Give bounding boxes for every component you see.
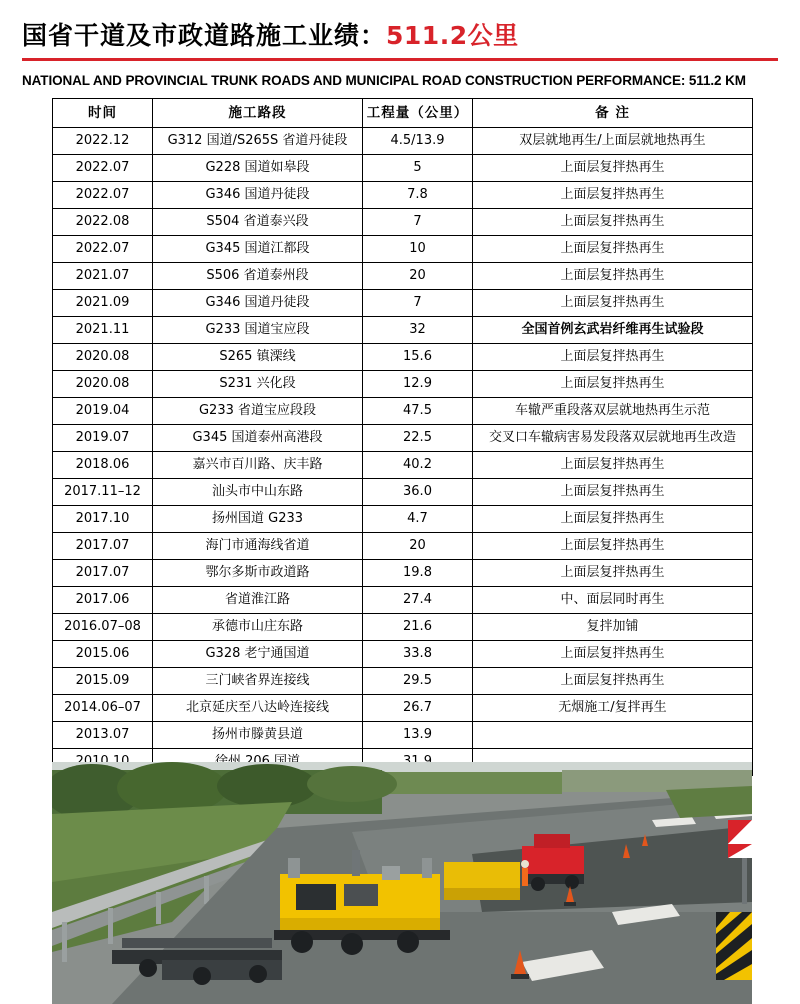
cell-section: G312 国道/S265S 省道丹徒段 bbox=[153, 128, 363, 155]
cell-note: 无烟施工/复拌再生 bbox=[473, 695, 753, 722]
cell-time: 2022.07 bbox=[53, 155, 153, 182]
table-header-row bbox=[53, 99, 753, 128]
cell-section: S506 省道泰州段 bbox=[153, 263, 363, 290]
cell-time: 2022.07 bbox=[53, 236, 153, 263]
table-row bbox=[53, 344, 753, 371]
cell-time: 2021.11 bbox=[53, 317, 153, 344]
document-header bbox=[0, 0, 800, 88]
table-row bbox=[53, 614, 753, 641]
cell-quantity: 32 bbox=[363, 317, 473, 344]
performance-table bbox=[52, 98, 753, 776]
cell-quantity: 7 bbox=[363, 209, 473, 236]
cell-quantity: 40.2 bbox=[363, 452, 473, 479]
cell-note: 上面层复拌热再生 bbox=[473, 236, 753, 263]
cell-section: S265 镇溧线 bbox=[153, 344, 363, 371]
performance-table-wrapper bbox=[52, 98, 752, 776]
cell-section: G345 国道泰州高港段 bbox=[153, 425, 363, 452]
table-row bbox=[53, 317, 753, 344]
cell-quantity: 20 bbox=[363, 533, 473, 560]
cell-time: 2019.04 bbox=[53, 398, 153, 425]
cell-quantity: 29.5 bbox=[363, 668, 473, 695]
cell-quantity: 19.8 bbox=[363, 560, 473, 587]
cell-section: S231 兴化段 bbox=[153, 371, 363, 398]
cell-time: 2019.07 bbox=[53, 425, 153, 452]
cell-time: 2017.10 bbox=[53, 506, 153, 533]
cell-note: 上面层复拌热再生 bbox=[473, 371, 753, 398]
cell-section: G328 老宁通国道 bbox=[153, 641, 363, 668]
cell-time: 2020.08 bbox=[53, 344, 153, 371]
cell-note: 车辙严重段落双层就地热再生示范 bbox=[473, 398, 753, 425]
cell-quantity: 21.6 bbox=[363, 614, 473, 641]
cell-time: 2017.07 bbox=[53, 560, 153, 587]
table-header bbox=[53, 99, 753, 128]
table-row bbox=[53, 425, 753, 452]
cell-section: 北京延庆至八达岭连接线 bbox=[153, 695, 363, 722]
table-row bbox=[53, 182, 753, 209]
cell-time: 2013.07 bbox=[53, 722, 153, 749]
cell-time: 2022.08 bbox=[53, 209, 153, 236]
table-body bbox=[53, 128, 753, 776]
cell-section: 扬州市滕黄县道 bbox=[153, 722, 363, 749]
cell-note: 上面层复拌热再生 bbox=[473, 209, 753, 236]
cell-note: 全国首例玄武岩纤维再生试验段 bbox=[473, 317, 753, 344]
title-row bbox=[22, 16, 780, 52]
page-title-number: 511.2公里 bbox=[386, 21, 519, 50]
table-row bbox=[53, 641, 753, 668]
cell-section: 承德市山庄东路 bbox=[153, 614, 363, 641]
cell-quantity: 22.5 bbox=[363, 425, 473, 452]
cell-time: 2014.06–07 bbox=[53, 695, 153, 722]
cell-quantity: 27.4 bbox=[363, 587, 473, 614]
cell-section: G346 国道丹徒段 bbox=[153, 290, 363, 317]
table-row bbox=[53, 209, 753, 236]
cell-note: 上面层复拌热再生 bbox=[473, 344, 753, 371]
cell-note: 上面层复拌热再生 bbox=[473, 560, 753, 587]
cell-note: 上面层复拌热再生 bbox=[473, 452, 753, 479]
cell-quantity: 4.7 bbox=[363, 506, 473, 533]
table-row bbox=[53, 398, 753, 425]
cell-note: 复拌加铺 bbox=[473, 614, 753, 641]
cell-note: 上面层复拌热再生 bbox=[473, 641, 753, 668]
cell-section: G345 国道江都段 bbox=[153, 236, 363, 263]
cell-note: 上面层复拌热再生 bbox=[473, 290, 753, 317]
cell-section: 三门峡省界连接线 bbox=[153, 668, 363, 695]
cell-time: 2020.08 bbox=[53, 371, 153, 398]
cell-section: 汕头市中山东路 bbox=[153, 479, 363, 506]
table-row bbox=[53, 371, 753, 398]
cell-section: 嘉兴市百川路、庆丰路 bbox=[153, 452, 363, 479]
cell-quantity: 26.7 bbox=[363, 695, 473, 722]
cell-quantity: 47.5 bbox=[363, 398, 473, 425]
cell-note: 上面层复拌热再生 bbox=[473, 506, 753, 533]
column-header-section: 施工路段 bbox=[153, 99, 363, 128]
cell-section: G228 国道如皋段 bbox=[153, 155, 363, 182]
table-row bbox=[53, 452, 753, 479]
table-row bbox=[53, 128, 753, 155]
table-row bbox=[53, 695, 753, 722]
column-header-note: 备 注 bbox=[473, 99, 753, 128]
table-row bbox=[53, 560, 753, 587]
cell-note: 上面层复拌热再生 bbox=[473, 668, 753, 695]
construction-photo-illustration bbox=[52, 762, 752, 1004]
cell-note: 上面层复拌热再生 bbox=[473, 479, 753, 506]
cell-section: G233 国道宝应段 bbox=[153, 317, 363, 344]
cell-section: S504 省道泰兴段 bbox=[153, 209, 363, 236]
column-header-quantity: 工程量（公里） bbox=[363, 99, 473, 128]
cell-note: 上面层复拌热再生 bbox=[473, 182, 753, 209]
cell-section: G233 省道宝应段段 bbox=[153, 398, 363, 425]
column-header-time: 时间 bbox=[53, 99, 153, 128]
table-row bbox=[53, 506, 753, 533]
cell-quantity: 33.8 bbox=[363, 641, 473, 668]
table-row bbox=[53, 263, 753, 290]
page-title-cn: 国省干道及市政道路施工业绩： bbox=[22, 21, 387, 50]
cell-time: 2017.06 bbox=[53, 587, 153, 614]
cell-note: 双层就地再生/上面层就地热再生 bbox=[473, 128, 753, 155]
table-row bbox=[53, 533, 753, 560]
cell-quantity: 20 bbox=[363, 263, 473, 290]
cell-time: 2016.07–08 bbox=[53, 614, 153, 641]
cell-note: 上面层复拌热再生 bbox=[473, 155, 753, 182]
cell-quantity: 4.5/13.9 bbox=[363, 128, 473, 155]
cell-note: 中、面层同时再生 bbox=[473, 587, 753, 614]
cell-time: 2021.09 bbox=[53, 290, 153, 317]
cell-time: 2017.07 bbox=[53, 533, 153, 560]
cell-quantity: 10 bbox=[363, 236, 473, 263]
cell-section: 海门市通海线省道 bbox=[153, 533, 363, 560]
cell-note bbox=[473, 722, 753, 749]
cell-quantity: 12.9 bbox=[363, 371, 473, 398]
cell-section: 省道淮江路 bbox=[153, 587, 363, 614]
cell-note: 上面层复拌热再生 bbox=[473, 533, 753, 560]
cell-quantity: 7.8 bbox=[363, 182, 473, 209]
cell-quantity: 36.0 bbox=[363, 479, 473, 506]
table-row bbox=[53, 722, 753, 749]
title-divider bbox=[22, 58, 778, 61]
cell-quantity: 15.6 bbox=[363, 344, 473, 371]
construction-photo bbox=[52, 762, 752, 1004]
cell-section: 扬州国道 G233 bbox=[153, 506, 363, 533]
cell-time: 2018.06 bbox=[53, 452, 153, 479]
cell-time: 2022.12 bbox=[53, 128, 153, 155]
table-row bbox=[53, 587, 753, 614]
table-row bbox=[53, 290, 753, 317]
table-row bbox=[53, 236, 753, 263]
cell-quantity: 13.9 bbox=[363, 722, 473, 749]
page-title-en: NATIONAL AND PROVINCIAL TRUNK ROADS AND MUNICIPAL ROAD CONSTRUCTION PERFORMANCE: 511.2 KM bbox=[22, 73, 746, 88]
cell-quantity: 7 bbox=[363, 290, 473, 317]
cell-time: 2021.07 bbox=[53, 263, 153, 290]
cell-quantity: 5 bbox=[363, 155, 473, 182]
cell-note: 上面层复拌热再生 bbox=[473, 263, 753, 290]
cell-section: 鄂尔多斯市政道路 bbox=[153, 560, 363, 587]
cell-section: G346 国道丹徒段 bbox=[153, 182, 363, 209]
table-row bbox=[53, 479, 753, 506]
cell-time: 2017.11–12 bbox=[53, 479, 153, 506]
cell-time: 2015.09 bbox=[53, 668, 153, 695]
table-row bbox=[53, 668, 753, 695]
table-row bbox=[53, 155, 753, 182]
cell-time: 2022.07 bbox=[53, 182, 153, 209]
cell-note: 交叉口车辙病害易发段落双层就地再生改造 bbox=[473, 425, 753, 452]
cell-time: 2015.06 bbox=[53, 641, 153, 668]
